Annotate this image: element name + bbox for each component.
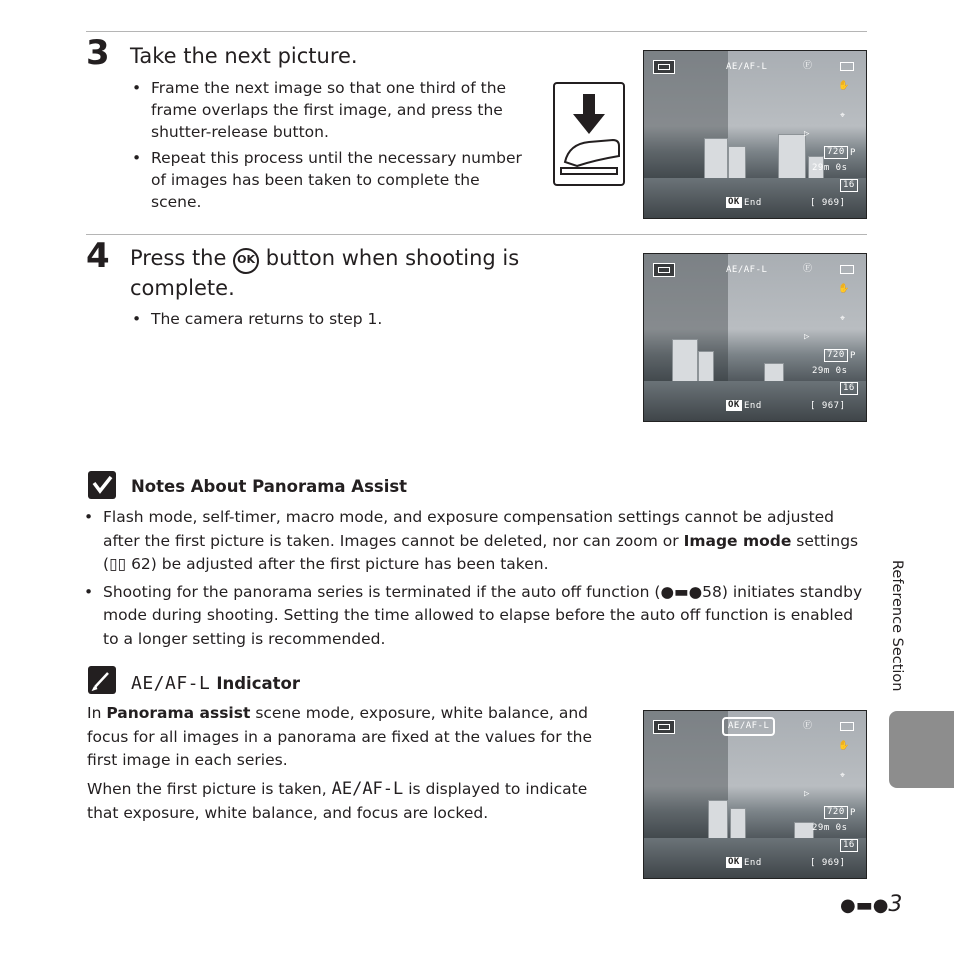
list-item: [82, 581, 872, 652]
shooting-mode: P: [850, 808, 856, 818]
focus-arrow-icon: ▷: [804, 129, 810, 139]
note-text: ) initiates standby mode during shooting. Setting the time allowed to elapse before the auto off function is enabled to a longer setting is recommended.: [103, 582, 863, 648]
vr-icon: ✋: [838, 284, 850, 294]
movie-time: 29m 0s: [812, 163, 848, 173]
panorama-mode-icon: [653, 720, 675, 734]
af-icon: ⌖: [840, 314, 846, 324]
step-4-title: [130, 244, 550, 303]
exposure-count: [ 969]: [810, 198, 846, 208]
aeaf-lock-indicator-highlighted: AE/AF-L: [722, 717, 775, 736]
ok-icon: OK: [728, 197, 740, 207]
note-text: Flash mode, self-timer, macro mode, and exposure compensation settings cannot be adjusted after the first picture is taken. Images cannot be deleted, nor can zoom or: [103, 508, 835, 550]
exposure-count: [ 967]: [810, 401, 846, 411]
focus-arrow-icon: ▷: [804, 332, 810, 342]
top-rule: [86, 31, 867, 32]
indicator-paragraph-2: When the first picture is taken, AE/AF-L is displayed to indicate that exposure, white balance, and focus are locked.: [87, 779, 588, 822]
battery-icon: [840, 265, 854, 274]
step-3-number: 3: [86, 33, 110, 73]
list-item: • Frame the next image so that one third of the frame overlaps the first image, and press the shutter-release button.: [130, 77, 525, 143]
movie-size: 720: [824, 349, 848, 362]
step-4-number: 4: [86, 236, 110, 276]
image-mode-icon: 16: [840, 179, 858, 192]
section-side-label: Reference Section: [889, 560, 905, 692]
reference-section-icon: ●▬●: [660, 582, 703, 601]
indicator-title: [131, 673, 300, 694]
end-label: End: [744, 858, 762, 868]
note-text: settings (: [103, 531, 859, 573]
camera-screen-3: [643, 710, 867, 879]
book-icon: ▯▯: [109, 555, 127, 573]
page-number: [840, 892, 902, 917]
section-tab: [889, 711, 954, 788]
movie-size: 720: [824, 806, 848, 819]
page-ref: 62: [131, 555, 151, 573]
vr-icon: ✋: [838, 741, 850, 751]
note-text: Shooting for the panorama series is terminated if the auto off function (: [103, 582, 661, 601]
shooting-mode: P: [850, 148, 856, 158]
list-item: • The camera returns to step 1.: [130, 308, 525, 330]
shooting-mode: P: [850, 351, 856, 361]
step-4-bullets: [130, 308, 525, 334]
af-icon: ⌖: [840, 771, 846, 781]
note-text: ) be adjusted after the first picture has been taken.: [150, 555, 549, 573]
aeaf-glyph: AE/AF-L: [131, 673, 211, 694]
aeaf-glyph: AE/AF-L: [331, 779, 404, 799]
end-label: End: [744, 401, 762, 411]
aeaf-lock-indicator: AE/AF-L: [726, 265, 768, 275]
title-text: Press the: [130, 246, 234, 270]
movie-time: 29m 0s: [812, 823, 848, 833]
page-ref: 58: [702, 582, 722, 601]
image-mode-icon: 16: [840, 382, 858, 395]
flash-icon: Ⓕ: [803, 61, 813, 71]
movie-size: 720: [824, 146, 848, 159]
panorama-assist-term: Panorama assist: [106, 704, 251, 722]
caution-check-icon: [88, 471, 116, 499]
list-item: • Repeat this process until the necessary number of images has been taken to complete the scene.: [130, 147, 525, 213]
camera-screen-2: [643, 253, 867, 422]
indicator-title-text: Indicator: [216, 674, 300, 693]
panorama-mode-icon: [653, 263, 675, 277]
af-icon: ⌖: [840, 111, 846, 121]
notes-bullets: [82, 506, 872, 655]
page-number-value: 3: [888, 892, 903, 917]
battery-icon: [840, 62, 854, 71]
image-mode-term: Image mode: [683, 531, 792, 550]
notes-title: Notes About Panorama Assist: [131, 477, 408, 496]
title-text: button when shooting is complete.: [130, 246, 520, 300]
movie-time: 29m 0s: [812, 366, 848, 376]
shutter-button-icon: [553, 82, 625, 186]
camera-screen-1: [643, 50, 867, 219]
flash-icon: Ⓕ: [803, 721, 813, 731]
step-rule: [86, 234, 867, 235]
exposure-count: [ 969]: [810, 858, 846, 868]
focus-arrow-icon: ▷: [804, 789, 810, 799]
step-3-title: Take the next picture.: [130, 44, 358, 68]
list-item: [82, 506, 872, 577]
flash-icon: Ⓕ: [803, 264, 813, 274]
battery-icon: [840, 722, 854, 731]
panorama-mode-icon: [653, 60, 675, 74]
pencil-tip-icon: [88, 666, 116, 694]
reference-section-icon: ●▬●: [840, 895, 889, 916]
vr-icon: ✋: [838, 81, 850, 91]
indicator-paragraph-1: In Panorama assist scene mode, exposure, white balance, and focus for all images in a panorama are fixed at the values for the first image in each series.: [87, 704, 593, 769]
end-label: End: [744, 198, 762, 208]
aeaf-lock-indicator: AE/AF-L: [726, 62, 768, 72]
step-3-bullets: [130, 77, 525, 217]
image-mode-icon: 16: [840, 839, 858, 852]
ok-icon: OK: [728, 857, 740, 867]
ok-button-icon: OK: [233, 248, 259, 274]
ok-icon: OK: [728, 400, 740, 410]
